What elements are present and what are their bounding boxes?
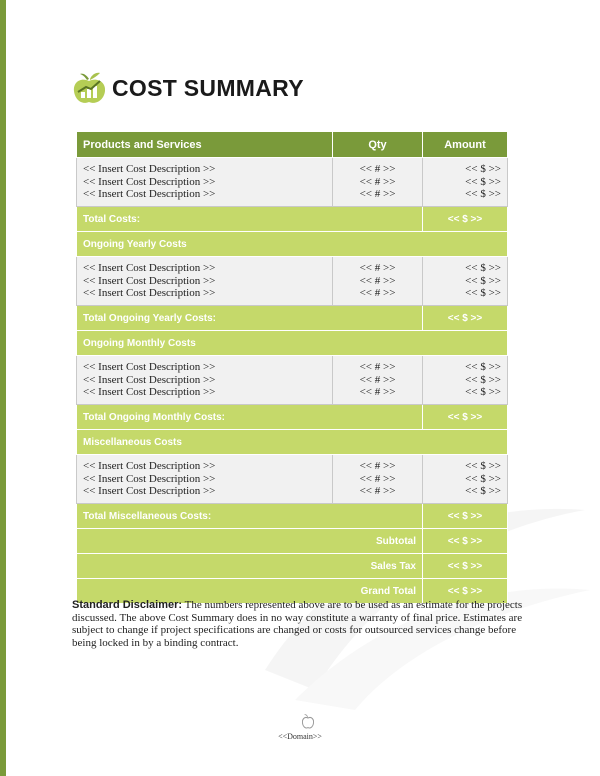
sales-tax-label: Sales Tax	[77, 554, 423, 579]
cost-descriptions	[77, 356, 333, 405]
grand-total-value: << $ >>	[423, 579, 508, 604]
cost-descriptions	[77, 158, 333, 207]
cost-description: << Insert Cost Description >>	[83, 274, 216, 287]
cost-amount: << $ >>	[465, 163, 501, 176]
cost-description: << Insert Cost Description >>	[83, 262, 216, 275]
total-value: << $ >>	[423, 207, 508, 232]
total-label: Total Ongoing Monthly Costs:	[77, 405, 423, 430]
cost-description: << Insert Cost Description >>	[83, 472, 216, 485]
subtotal-label: Subtotal	[77, 529, 423, 554]
header-products: Products and Services	[77, 132, 333, 158]
page-header	[72, 70, 304, 106]
section-heading-row	[77, 430, 508, 455]
subtotal-row	[77, 529, 508, 554]
total-label: Total Ongoing Yearly Costs:	[77, 306, 423, 331]
sales-tax-row	[77, 554, 508, 579]
cost-qty: << # >>	[359, 460, 396, 473]
total-row	[77, 405, 508, 430]
table-header-row	[77, 132, 508, 158]
total-label: Total Costs:	[77, 207, 423, 232]
cost-qty: << # >>	[359, 386, 396, 399]
cost-amounts	[423, 356, 508, 405]
sales-tax-value: << $ >>	[423, 554, 508, 579]
cost-description: << Insert Cost Description >>	[83, 287, 216, 300]
subtotal-value: << $ >>	[423, 529, 508, 554]
cost-amount: << $ >>	[465, 361, 501, 374]
page-title: COST SUMMARY	[112, 74, 304, 101]
cost-amount: << $ >>	[465, 175, 501, 188]
cost-qty: << # >>	[359, 163, 396, 176]
cost-amount: << $ >>	[465, 287, 501, 300]
total-value: << $ >>	[423, 306, 508, 331]
cost-qty: << # >>	[359, 287, 396, 300]
cost-description: << Insert Cost Description >>	[83, 163, 216, 176]
cost-amount: << $ >>	[465, 460, 501, 473]
cost-amount: << $ >>	[465, 485, 501, 498]
cost-amounts	[423, 158, 508, 207]
cost-descriptions	[77, 455, 333, 504]
cost-qty: << # >>	[359, 361, 396, 374]
total-value: << $ >>	[423, 405, 508, 430]
cost-descriptions	[77, 257, 333, 306]
cost-qty: << # >>	[359, 262, 396, 275]
cost-quantities	[333, 356, 423, 405]
section-heading-row	[77, 331, 508, 356]
disclaimer-paragraph	[72, 599, 532, 649]
section-heading-row	[77, 232, 508, 257]
cost-amount: << $ >>	[465, 274, 501, 287]
cost-description: << Insert Cost Description >>	[83, 485, 216, 498]
cost-amounts	[423, 257, 508, 306]
cost-amount: << $ >>	[465, 188, 501, 201]
cost-summary-table	[76, 131, 508, 604]
cost-amount: << $ >>	[465, 386, 501, 399]
table-row	[77, 356, 508, 405]
cost-description: << Insert Cost Description >>	[83, 175, 216, 188]
cost-amount: << $ >>	[465, 472, 501, 485]
cost-qty: << # >>	[359, 175, 396, 188]
total-label: Total Miscellaneous Costs:	[77, 504, 423, 529]
header-amount: Amount	[423, 132, 508, 158]
cost-description: << Insert Cost Description >>	[83, 460, 216, 473]
total-value: << $ >>	[423, 504, 508, 529]
footer-domain: <<Domain>>	[278, 732, 322, 741]
cost-qty: << # >>	[359, 472, 396, 485]
header-qty: Qty	[333, 132, 423, 158]
total-row	[77, 207, 508, 232]
section-heading: Ongoing Yearly Costs	[77, 232, 508, 257]
cost-amounts	[423, 455, 508, 504]
cost-qty: << # >>	[359, 373, 396, 386]
table-row	[77, 257, 508, 306]
left-accent-bar	[0, 0, 6, 776]
section-heading: Miscellaneous Costs	[77, 430, 508, 455]
cost-quantities	[333, 158, 423, 207]
cost-description: << Insert Cost Description >>	[83, 188, 216, 201]
cost-qty: << # >>	[359, 188, 396, 201]
cost-description: << Insert Cost Description >>	[83, 386, 216, 399]
total-row	[77, 306, 508, 331]
disclaimer-lead: Standard Disclaimer:	[72, 599, 183, 611]
grand-total-label: Grand Total	[77, 579, 423, 604]
table-row	[77, 455, 508, 504]
cost-qty: << # >>	[359, 485, 396, 498]
cost-quantities	[333, 257, 423, 306]
section-heading: Ongoing Monthly Costs	[77, 331, 508, 356]
table-row	[77, 158, 508, 207]
disclaimer-text: The numbers represented above are to be used as an estimate for the projects discussed. The above Cost Summary does in no way constitute a warranty of final price. Estimates are subject to change if project specifications are changed or costs for outsourced services change before being locked in by a binding contract.	[72, 599, 523, 649]
cost-quantities	[333, 455, 423, 504]
cost-amount: << $ >>	[465, 262, 501, 275]
apple-logo-icon	[302, 713, 314, 729]
cost-description: << Insert Cost Description >>	[83, 361, 216, 374]
apple-growth-chart-icon	[72, 70, 106, 106]
cost-qty: << # >>	[359, 274, 396, 287]
cost-amount: << $ >>	[465, 373, 501, 386]
total-row	[77, 504, 508, 529]
cost-description: << Insert Cost Description >>	[83, 373, 216, 386]
